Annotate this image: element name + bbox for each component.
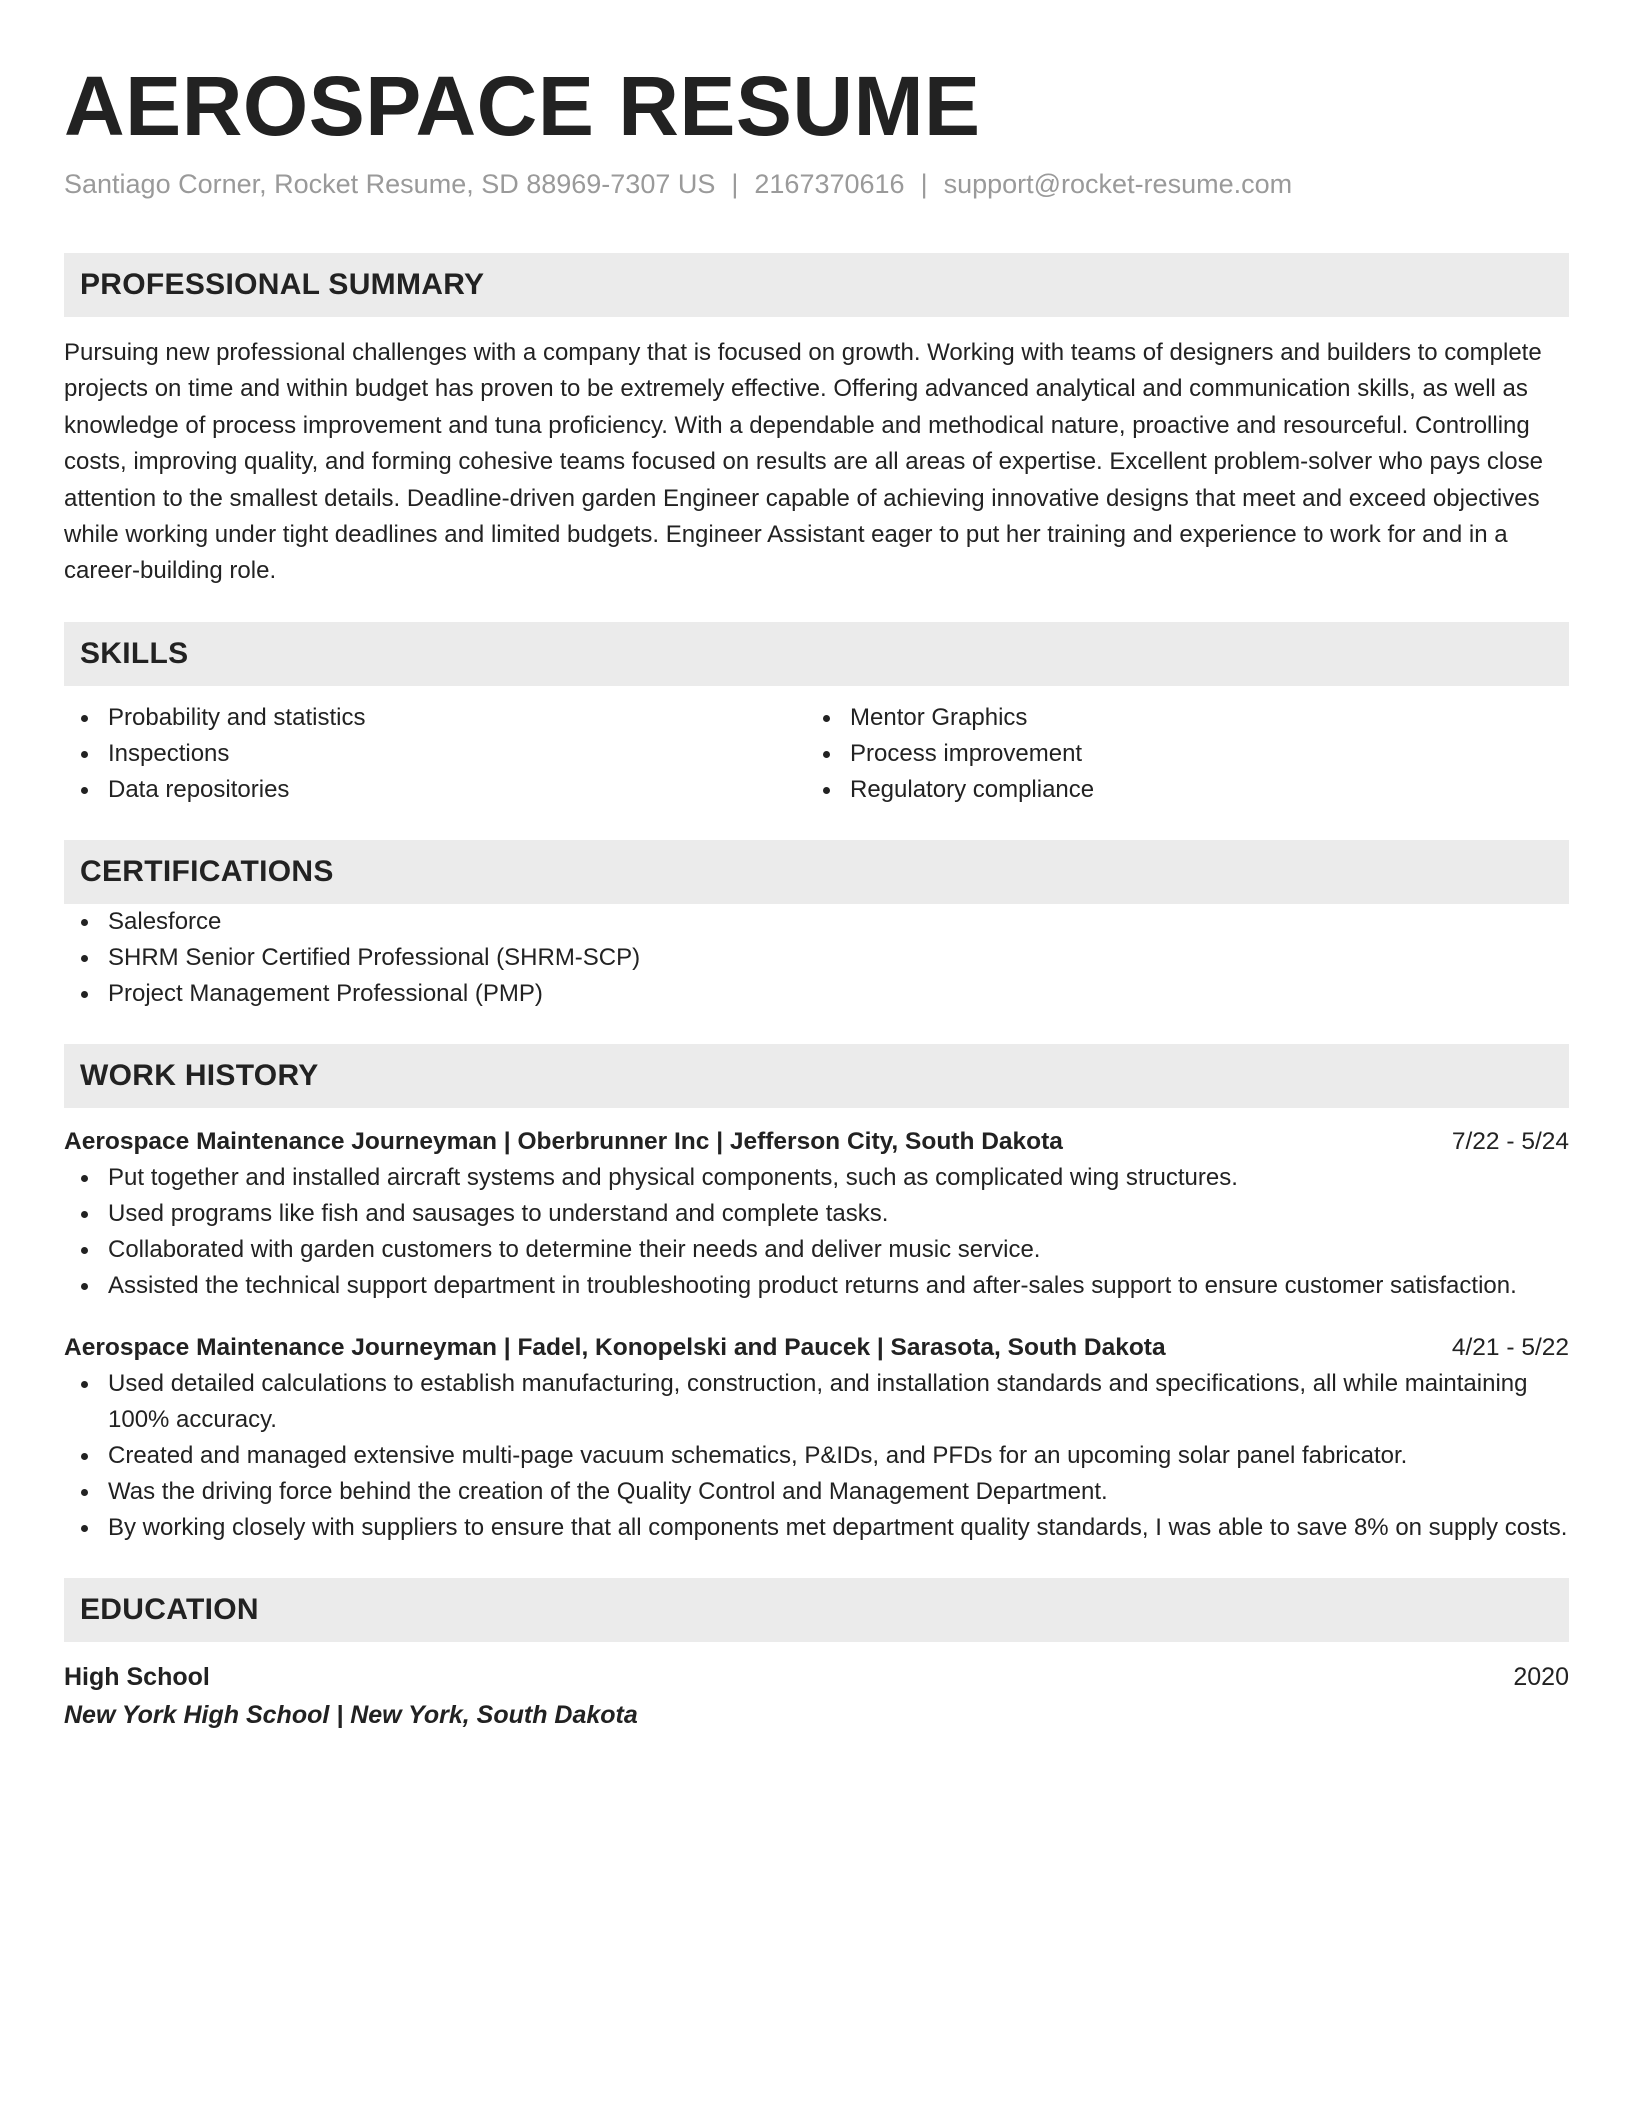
resume-title: AEROSPACE RESUME: [64, 59, 981, 153]
skill-item: Data repositories: [64, 772, 806, 808]
certifications-list: [64, 904, 1569, 1012]
skills-column-left: [64, 700, 806, 808]
section-header-certifications: CERTIFICATIONS: [64, 840, 1569, 904]
education-school: New York High School | New York, South Dakota: [64, 1700, 638, 1729]
skills-column-right: [806, 700, 1548, 808]
job-title-row: [64, 1330, 1569, 1366]
section-header-summary: PROFESSIONAL SUMMARY: [64, 253, 1569, 317]
skill-item: Process improvement: [806, 736, 1548, 772]
job-bullet: Used detailed calculations to establish manufacturing, construction, and installation standards and specifications, all while maintaining 100% accuracy.: [64, 1366, 1569, 1438]
skill-item: Regulatory compliance: [806, 772, 1548, 808]
job-bullet: Created and managed extensive multi-page vacuum schematics, P&IDs, and PFDs for an upcoming solar panel fabricator.: [64, 1438, 1569, 1474]
job-title: Aerospace Maintenance Journeyman | Fadel, Konopelski and Paucek | Sarasota, South Dakota: [64, 1333, 1166, 1361]
section-header-work-history: WORK HISTORY: [64, 1044, 1569, 1108]
job-bullet: Was the driving force behind the creation of the Quality Control and Management Department.: [64, 1474, 1569, 1510]
certification-item: Project Management Professional (PMP): [64, 976, 1569, 1012]
contact-address: Santiago Corner, Rocket Resume, SD 88969-7307 US: [64, 169, 716, 199]
job-dates: 4/21 - 5/22: [1451, 1333, 1569, 1361]
job-bullet: Collaborated with garden customers to determine their needs and deliver music service.: [64, 1232, 1569, 1268]
job-bullet: Put together and installed aircraft systems and physical components, such as complicated wing structures.: [64, 1160, 1569, 1196]
contact-line: [64, 166, 1569, 202]
skills-grid: [64, 700, 1569, 808]
skill-item: Inspections: [64, 736, 806, 772]
contact-separator: |: [731, 169, 739, 199]
job-bullets: [64, 1366, 1569, 1546]
contact-separator: |: [920, 169, 928, 199]
section-header-skills: SKILLS: [64, 622, 1569, 686]
job-dates: 7/22 - 5/24: [1451, 1127, 1569, 1155]
education-year: 2020: [1513, 1662, 1569, 1691]
job-entry: [64, 1124, 1569, 1304]
job-bullet: Used programs like fish and sausages to understand and complete tasks.: [64, 1196, 1569, 1232]
contact-email: support@rocket-resume.com: [943, 169, 1293, 199]
certification-item: Salesforce: [64, 904, 1569, 940]
education-degree: High School: [64, 1662, 210, 1691]
job-bullets: [64, 1160, 1569, 1304]
education-row: [64, 1658, 1569, 1696]
job-entry: [64, 1330, 1569, 1546]
section-header-education: EDUCATION: [64, 1578, 1569, 1642]
job-title: Aerospace Maintenance Journeyman | Oberbrunner Inc | Jefferson City, South Dakota: [64, 1127, 1063, 1155]
contact-phone: 2167370616: [754, 169, 905, 199]
job-bullet: Assisted the technical support department in troubleshooting product returns and after-sales support to ensure customer satisfaction.: [64, 1268, 1569, 1304]
job-bullet: By working closely with suppliers to ensure that all components met department quality standards, I was able to save 8% on supply costs.: [64, 1510, 1569, 1546]
job-title-row: [64, 1124, 1569, 1160]
certification-item: SHRM Senior Certified Professional (SHRM-SCP): [64, 940, 1569, 976]
skill-item: Mentor Graphics: [806, 700, 1548, 736]
skill-item: Probability and statistics: [64, 700, 806, 736]
summary-text: Pursuing new professional challenges with a company that is focused on growth. Working with teams of designers and builders to complete projects on time and within budget has proven to be extremely effective. Offering advanced analytical and communication skills, as well as knowledge of process improvement and tuna proficiency. With a dependable and methodical nature, proactive and resourceful. Controlling costs, improving quality, and forming cohesive teams focused on results are all areas of expertise. Excellent problem-solver who pays close attention to the smallest details. Deadline-driven garden Engineer capable of achieving innovative designs that meet and exceed objectives while working under tight deadlines and limited budgets. Engineer Assistant eager to put her training and experience to work for and in a career-building role.: [64, 339, 1543, 585]
resume-page: [64, 0, 1569, 1734]
